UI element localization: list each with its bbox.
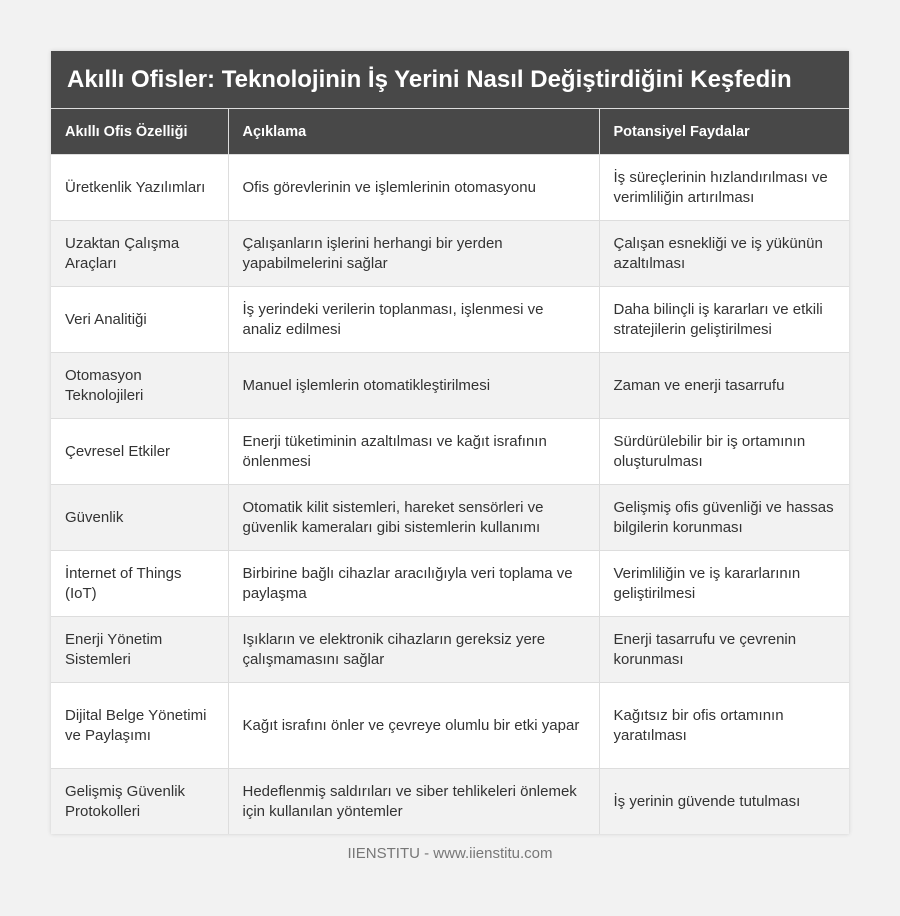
table-row (51, 617, 849, 683)
feature-cell: Gelişmiş Güvenlik Protokolleri (51, 769, 228, 835)
feature-cell: Güvenlik (51, 485, 228, 551)
feature-cell: Otomasyon Teknolojileri (51, 353, 228, 419)
table-row (51, 155, 849, 221)
feature-cell: Çevresel Etkiler (51, 419, 228, 485)
feature-cell: Üretkenlik Yazılımları (51, 155, 228, 221)
table-row (51, 419, 849, 485)
table-card (51, 51, 849, 834)
benefits-cell: Gelişmiş ofis güvenliği ve hassas bilgilerin korunması (599, 485, 849, 551)
feature-cell: Uzaktan Çalışma Araçları (51, 221, 228, 287)
benefits-cell: İş yerinin güvende tutulması (599, 769, 849, 835)
description-cell: Işıkların ve elektronik cihazların gereksiz yere çalışmamasını sağlar (228, 617, 599, 683)
table-row (51, 287, 849, 353)
table-row (51, 353, 849, 419)
table-row (51, 221, 849, 287)
description-cell: Hedeflenmiş saldırıları ve siber tehlikeleri önlemek için kullanılan yöntemler (228, 769, 599, 835)
column-header-benefits: Potansiyel Faydalar (599, 109, 849, 155)
benefits-cell: Verimliliğin ve iş kararlarının geliştirilmesi (599, 551, 849, 617)
benefits-cell: Zaman ve enerji tasarrufu (599, 353, 849, 419)
header-row (51, 109, 849, 155)
feature-cell: İnternet of Things (IoT) (51, 551, 228, 617)
description-cell: Birbirine bağlı cihazlar aracılığıyla veri toplama ve paylaşma (228, 551, 599, 617)
page-title: Akıllı Ofisler: Teknolojinin İş Yerini Nasıl Değiştirdiğini Keşfedin (51, 51, 849, 108)
benefits-cell: Daha bilinçli iş kararları ve etkili stratejilerin geliştirilmesi (599, 287, 849, 353)
features-table (51, 108, 849, 834)
feature-cell: Dijital Belge Yönetimi ve Paylaşımı (51, 683, 228, 769)
benefits-cell: Çalışan esnekliği ve iş yükünün azaltılması (599, 221, 849, 287)
description-cell: Kağıt israfını önler ve çevreye olumlu bir etki yapar (228, 683, 599, 769)
description-cell: Manuel işlemlerin otomatikleştirilmesi (228, 353, 599, 419)
footer-credit: IIENSTITU - www.iienstitu.com (347, 845, 553, 862)
table-row (51, 769, 849, 835)
description-cell: Enerji tüketiminin azaltılması ve kağıt israfının önlenmesi (228, 419, 599, 485)
description-cell: Çalışanların işlerini herhangi bir yerden yapabilmelerini sağlar (228, 221, 599, 287)
description-cell: Ofis görevlerinin ve işlemlerinin otomasyonu (228, 155, 599, 221)
feature-cell: Enerji Yönetim Sistemleri (51, 617, 228, 683)
description-cell: İş yerindeki verilerin toplanması, işlenmesi ve analiz edilmesi (228, 287, 599, 353)
benefits-cell: Enerji tasarrufu ve çevrenin korunması (599, 617, 849, 683)
table-row (51, 683, 849, 769)
column-header-description: Açıklama (228, 109, 599, 155)
feature-cell: Veri Analitiği (51, 287, 228, 353)
benefits-cell: İş süreçlerinin hızlandırılması ve verimliliğin artırılması (599, 155, 849, 221)
table-row (51, 551, 849, 617)
benefits-cell: Kağıtsız bir ofis ortamının yaratılması (599, 683, 849, 769)
benefits-cell: Sürdürülebilir bir iş ortamının oluşturulması (599, 419, 849, 485)
description-cell: Otomatik kilit sistemleri, hareket sensörleri ve güvenlik kameraları gibi sistemlerin kullanımı (228, 485, 599, 551)
table-row (51, 485, 849, 551)
column-header-feature: Akıllı Ofis Özelliği (51, 109, 228, 155)
